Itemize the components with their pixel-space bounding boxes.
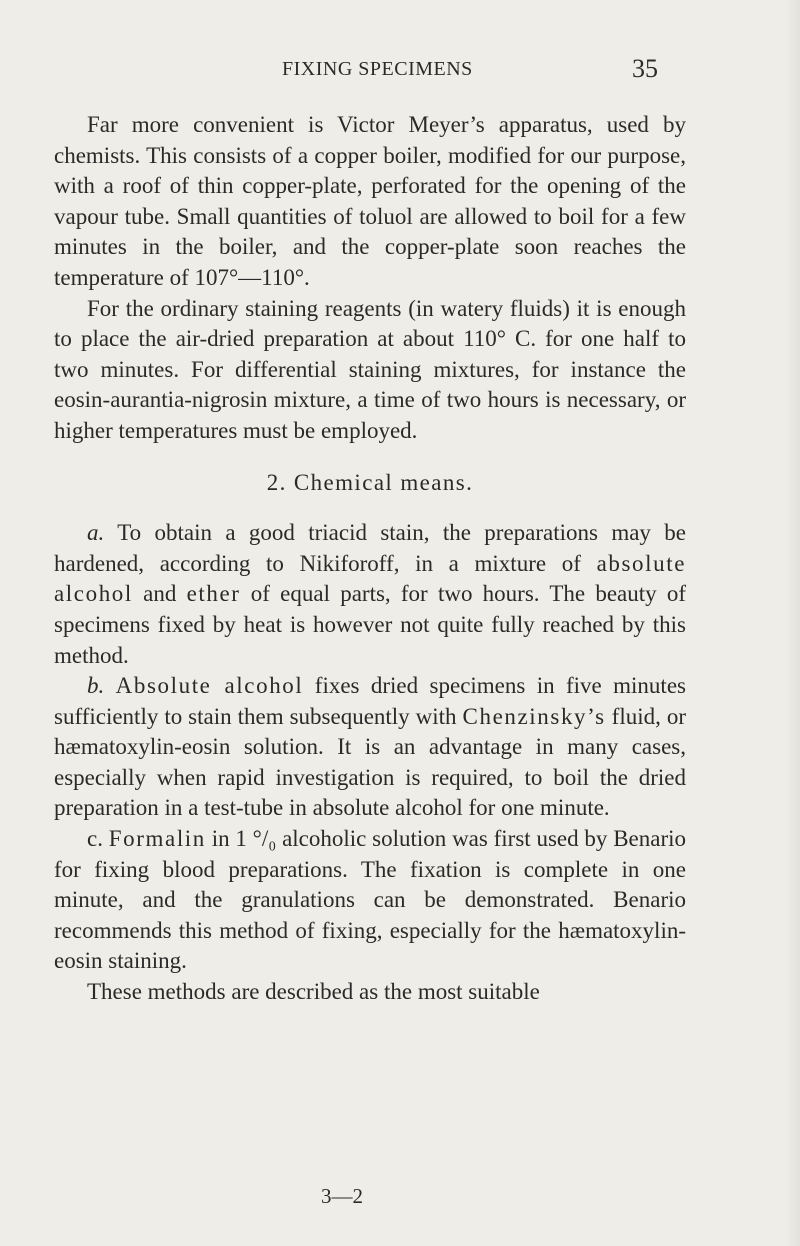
- a-text-2: and: [143, 581, 177, 607]
- section-heading: 2. Chemical means.: [266, 469, 474, 495]
- c-text-1: in 1 °/₀ alcoholic solution was first used by Benario for fixing blood preparations. The fixation is complete in one minute, and the granulations can be demonstrated. Benario recommends this method of fixing, especially for the hæmatoxylin-eosin staining.: [54, 826, 687, 974]
- paragraph-victor-meyer: Far more convenient is Victor Meyer’s apparatus, used by chemists. This consists of a copper boiler, modified for our purpose, with a roof of thin copper-plate, perforated for the opening of the vapour tube. Small quantities of toluol are allowed to boil for a few minutes in the boiler, and the copper-plate soon reaches the temperature of 107°—110°.: [54, 112, 686, 290]
- a-text-1: To obtain a good triacid stain, the preparations may be hardened, according to Nikiforoff, in a mixture of: [54, 520, 686, 576]
- b-spaced-2: Chenzinsky’s: [462, 703, 606, 729]
- b-text-1: fixes dried specimens in five minutes sufficiently to stain them subsequently with: [54, 673, 686, 729]
- paragraph-ordinary-staining: For the ordinary staining reagents (in watery fluids) it is enough to place the air-dried preparation at about 110° C. for one half to two minutes. For differential staining mixtures, for instance the eosin-aurantia-nigrosin mixture, a time of two hours is necessary, or higher temperatures must be employed.: [54, 295, 686, 443]
- page-header: [0, 54, 800, 88]
- body-text: [54, 110, 686, 1008]
- paragraph-a: [54, 518, 686, 671]
- label-c: c.: [87, 826, 103, 852]
- a-spaced-1: absolute alcohol: [54, 550, 687, 607]
- label-a: a.: [87, 520, 105, 546]
- b-text-2: fluid, or hæmatoxylin-eosin solution. It is an advantage in many cases, especially when rapid investigation is required, to boil the dried preparation in a test-tube in absolute alcohol for one minute.: [54, 703, 687, 821]
- a-text-3: of equal parts, for two hours. The beauty of specimens fixed by heat is however not quite fully reached by this method.: [54, 581, 687, 668]
- page-number: 35: [632, 54, 658, 83]
- page-edge-shadow: [786, 0, 800, 1246]
- running-head: FIXING SPECIMENS: [282, 58, 473, 80]
- signature-mark: 3—2: [321, 1184, 363, 1208]
- paragraph-last: These methods are described as the most suitable: [87, 979, 540, 1005]
- paragraph-c: [54, 824, 686, 977]
- a-spaced-2: ether: [186, 581, 241, 607]
- b-spaced-1: Absolute alcohol: [115, 673, 304, 699]
- c-spaced-1: Formalin: [108, 826, 206, 852]
- paragraph-b: [54, 671, 686, 824]
- label-b: b.: [87, 673, 105, 699]
